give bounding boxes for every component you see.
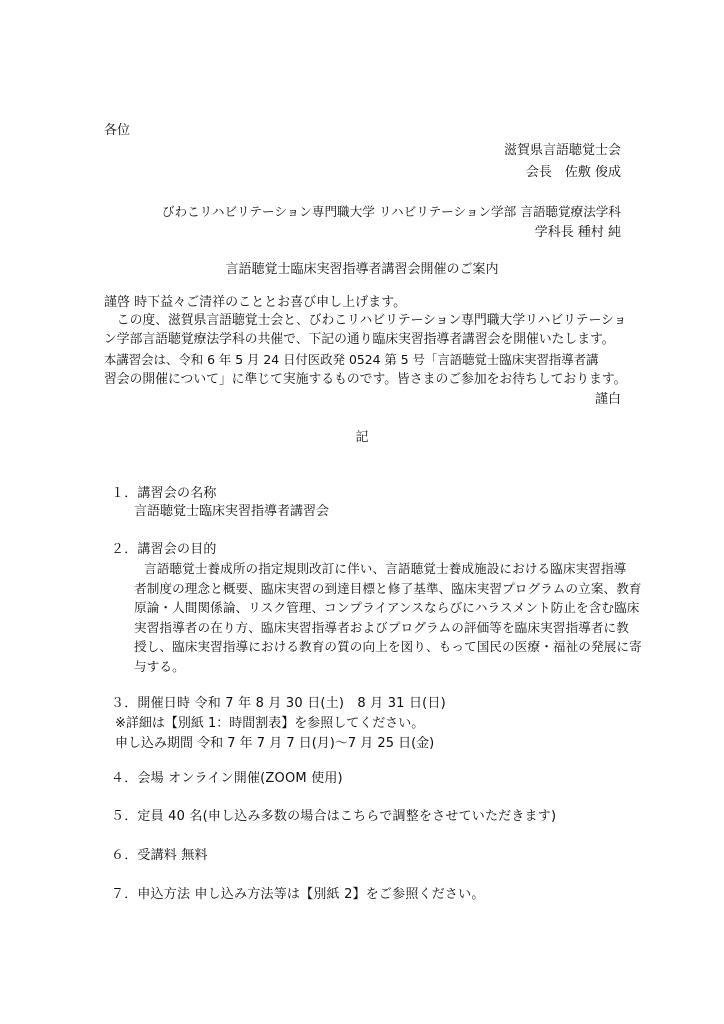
item-3-heading: ３．開催日時 令和 7 年 8 月 30 日(土) 8 月 31 日(日): [111, 696, 446, 711]
item-2-line-5: 授し、臨床実習指導における教育の質の向上を図り、もって国民の医療・福祉の発展に寄: [134, 639, 642, 654]
sender-org-2: びわこリハビリテーション専門職大学 リハビリテーション学部 言語聴覚療法学科: [161, 204, 621, 219]
item-2-heading: ２．講習会の目的: [111, 542, 217, 557]
item-4-heading: ４．会場 オンライン開催(ZOOM 使用): [111, 771, 343, 786]
item-2-line-3: 原論・人間関係論、リスク管理、コンプライアンスならびにハラスメント防止を含む臨床: [134, 600, 640, 615]
item-2-line-6: 与する。: [134, 659, 185, 674]
body-line-2: ン学部言語聴覚療法学科の共催で、下記の通り臨床実習指導者講習会を開催いたします。: [104, 332, 615, 347]
item-2-line-1: 言語聴覚士養成所の指定規則改訂に伴い、言語聴覚士養成施設における臨床実習指導: [144, 561, 627, 576]
item-5-heading: ５．定員 40 名(申し込み多数の場合はこちらで調整をさせていただきます): [111, 809, 557, 824]
item-3-note: ※詳細は【別紙 1：時間割表】を参照してください。: [115, 716, 425, 731]
item-1-heading: １．講習会の名称: [111, 486, 217, 501]
body-line-4: 習会の開催について」に準じて実施するものです。皆さまのご参加をお待ちしております。: [104, 372, 627, 387]
body-line-1: この度、滋賀県言語聴覚士会と、びわこリハビリテーション専門職大学リハビリテーショ: [104, 313, 627, 328]
item-2-line-2: 者制度の理念と概要、臨床実習の到達目標と修了基準、臨床実習プログラムの立案、教育: [134, 581, 642, 596]
sender-rep-1: 会長 佐敷 俊成: [525, 165, 621, 180]
item-6-heading: ６．受講料 無料: [111, 848, 208, 863]
page-title: 言語聴覚士臨床実習指導者講習会開催のご案内: [225, 262, 499, 277]
item-3-apply-period: 申し込み期間 令和 7 年 7 月 7 日(月)～7 月 25 日(金): [115, 736, 435, 751]
body-line-3: 本講習会は、令和 6 年 5 月 24 日付医政発 0524 第 5 号「言語聴覚士臨床実習指導者講: [104, 352, 599, 367]
sender-rep-2: 学科長 種村 純: [534, 225, 621, 240]
item-7-heading: ７．申込方法 申し込み方法等は【別紙 2】をご参照ください。: [111, 887, 485, 902]
item-1-body: 言語聴覚士臨床実習指導者講習会: [134, 504, 330, 519]
ki-heading: 記: [355, 430, 369, 445]
addressee: 各位: [104, 123, 131, 138]
greeting: 謹啓 時下益々ご清祥のこととお喜び申し上げます。: [104, 295, 407, 310]
closing: 謹白: [594, 392, 621, 407]
sender-org-1: 滋賀県言語聴覚士会: [503, 143, 621, 158]
item-2-line-4: 実習指導者の在り方、臨床実習指導者およびプログラムの評価等を臨床実習指導者に教: [134, 620, 629, 635]
